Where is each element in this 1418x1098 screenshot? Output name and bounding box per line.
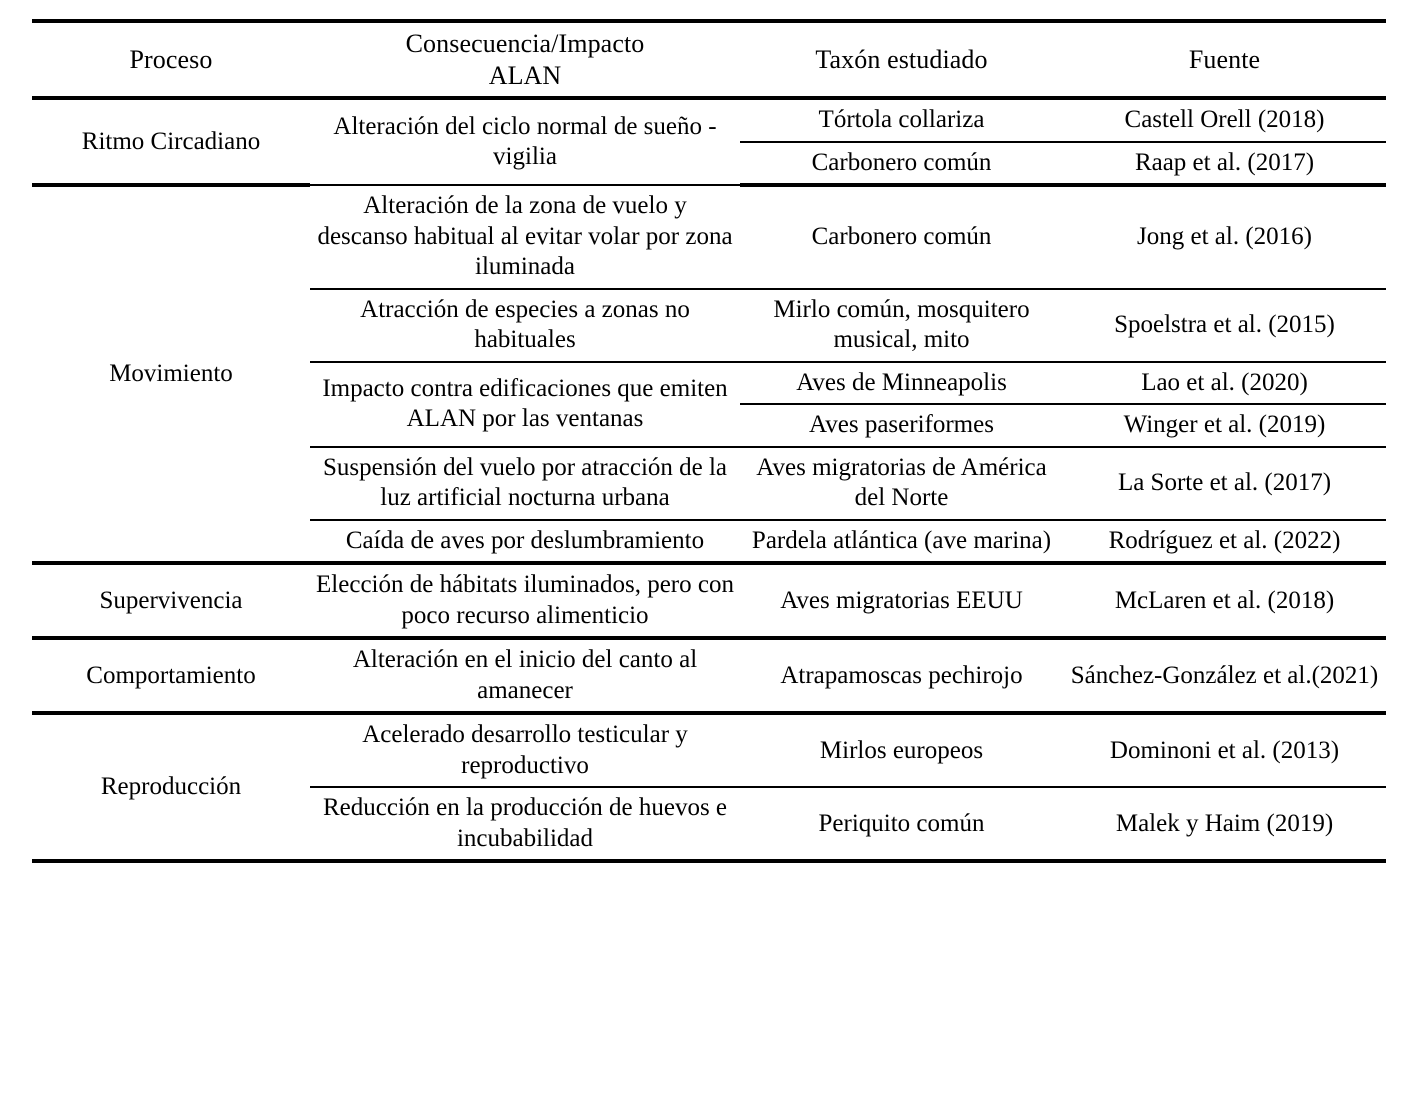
column-header-consecuencia — [310, 21, 740, 98]
cell-fuente: Lao et al. (2020) — [1063, 362, 1386, 405]
cell-taxon: Aves migratorias EEUU — [740, 563, 1063, 638]
table-row — [32, 638, 1386, 713]
cell-fuente: Raap et al. (2017) — [1063, 142, 1386, 186]
cell-consecuencia: Reducción en la producción de huevos e incubabilidad — [310, 787, 740, 861]
cell-fuente: Jong et al. (2016) — [1063, 185, 1386, 289]
cell-consecuencia: Atracción de especies a zonas no habituales — [310, 289, 740, 362]
cell-taxon: Carbonero común — [740, 185, 1063, 289]
table-row — [32, 185, 1386, 289]
cell-taxon: Aves paseriformes — [740, 404, 1063, 447]
cell-consecuencia: Elección de hábitats iluminados, pero con poco recurso alimenticio — [310, 563, 740, 638]
cell-consecuencia: Caída de aves por deslumbramiento — [310, 520, 740, 564]
cell-fuente: La Sorte et al. (2017) — [1063, 447, 1386, 520]
alan-impacts-table — [32, 19, 1386, 863]
cell-proceso: Supervivencia — [32, 563, 310, 638]
cell-consecuencia: Impacto contra edificaciones que emiten ALAN por las ventanas — [310, 362, 740, 447]
table-row — [32, 713, 1386, 787]
cell-fuente: Winger et al. (2019) — [1063, 404, 1386, 447]
table-row — [32, 563, 1386, 638]
cell-taxon: Aves de Minneapolis — [740, 362, 1063, 405]
cell-taxon: Carbonero común — [740, 142, 1063, 186]
cell-taxon: Atrapamoscas pechirojo — [740, 638, 1063, 713]
cell-fuente: Sánchez-González et al.(2021) — [1063, 638, 1386, 713]
cell-fuente: McLaren et al. (2018) — [1063, 563, 1386, 638]
cell-proceso: Movimiento — [32, 185, 310, 563]
cell-fuente: Dominoni et al. (2013) — [1063, 713, 1386, 787]
cell-taxon: Mirlo común, mosquitero musical, mito — [740, 289, 1063, 362]
cell-taxon: Pardela atlántica (ave marina) — [740, 520, 1063, 564]
column-header-consecuencia-line1: Consecuencia/Impacto — [405, 29, 645, 58]
cell-fuente: Spoelstra et al. (2015) — [1063, 289, 1386, 362]
column-header-consecuencia-line2: ALAN — [488, 60, 562, 90]
cell-fuente: Castell Orell (2018) — [1063, 98, 1386, 142]
cell-taxon: Mirlos europeos — [740, 713, 1063, 787]
cell-taxon: Tórtola collariza — [740, 98, 1063, 142]
column-header-proceso: Proceso — [32, 21, 310, 98]
table-body — [32, 98, 1386, 861]
table-row — [32, 98, 1386, 142]
cell-proceso: Comportamiento — [32, 638, 310, 713]
cell-taxon: Periquito común — [740, 787, 1063, 861]
cell-fuente: Rodríguez et al. (2022) — [1063, 520, 1386, 564]
cell-proceso: Ritmo Circadiano — [32, 98, 310, 185]
cell-consecuencia: Suspensión del vuelo por atracción de la luz artificial nocturna urbana — [310, 447, 740, 520]
cell-consecuencia: Acelerado desarrollo testicular y reproductivo — [310, 713, 740, 787]
header-row — [32, 21, 1386, 98]
table-container — [0, 19, 1418, 1098]
cell-fuente: Malek y Haim (2019) — [1063, 787, 1386, 861]
cell-consecuencia: Alteración en el inicio del canto al amanecer — [310, 638, 740, 713]
column-header-taxon: Taxón estudiado — [740, 21, 1063, 98]
cell-taxon: Aves migratorias de América del Norte — [740, 447, 1063, 520]
cell-consecuencia: Alteración del ciclo normal de sueño - vigilia — [310, 98, 740, 185]
table-header — [32, 21, 1386, 98]
column-header-fuente: Fuente — [1063, 21, 1386, 98]
cell-proceso: Reproducción — [32, 713, 310, 861]
cell-consecuencia: Alteración de la zona de vuelo y descanso habitual al evitar volar por zona iluminada — [310, 185, 740, 289]
